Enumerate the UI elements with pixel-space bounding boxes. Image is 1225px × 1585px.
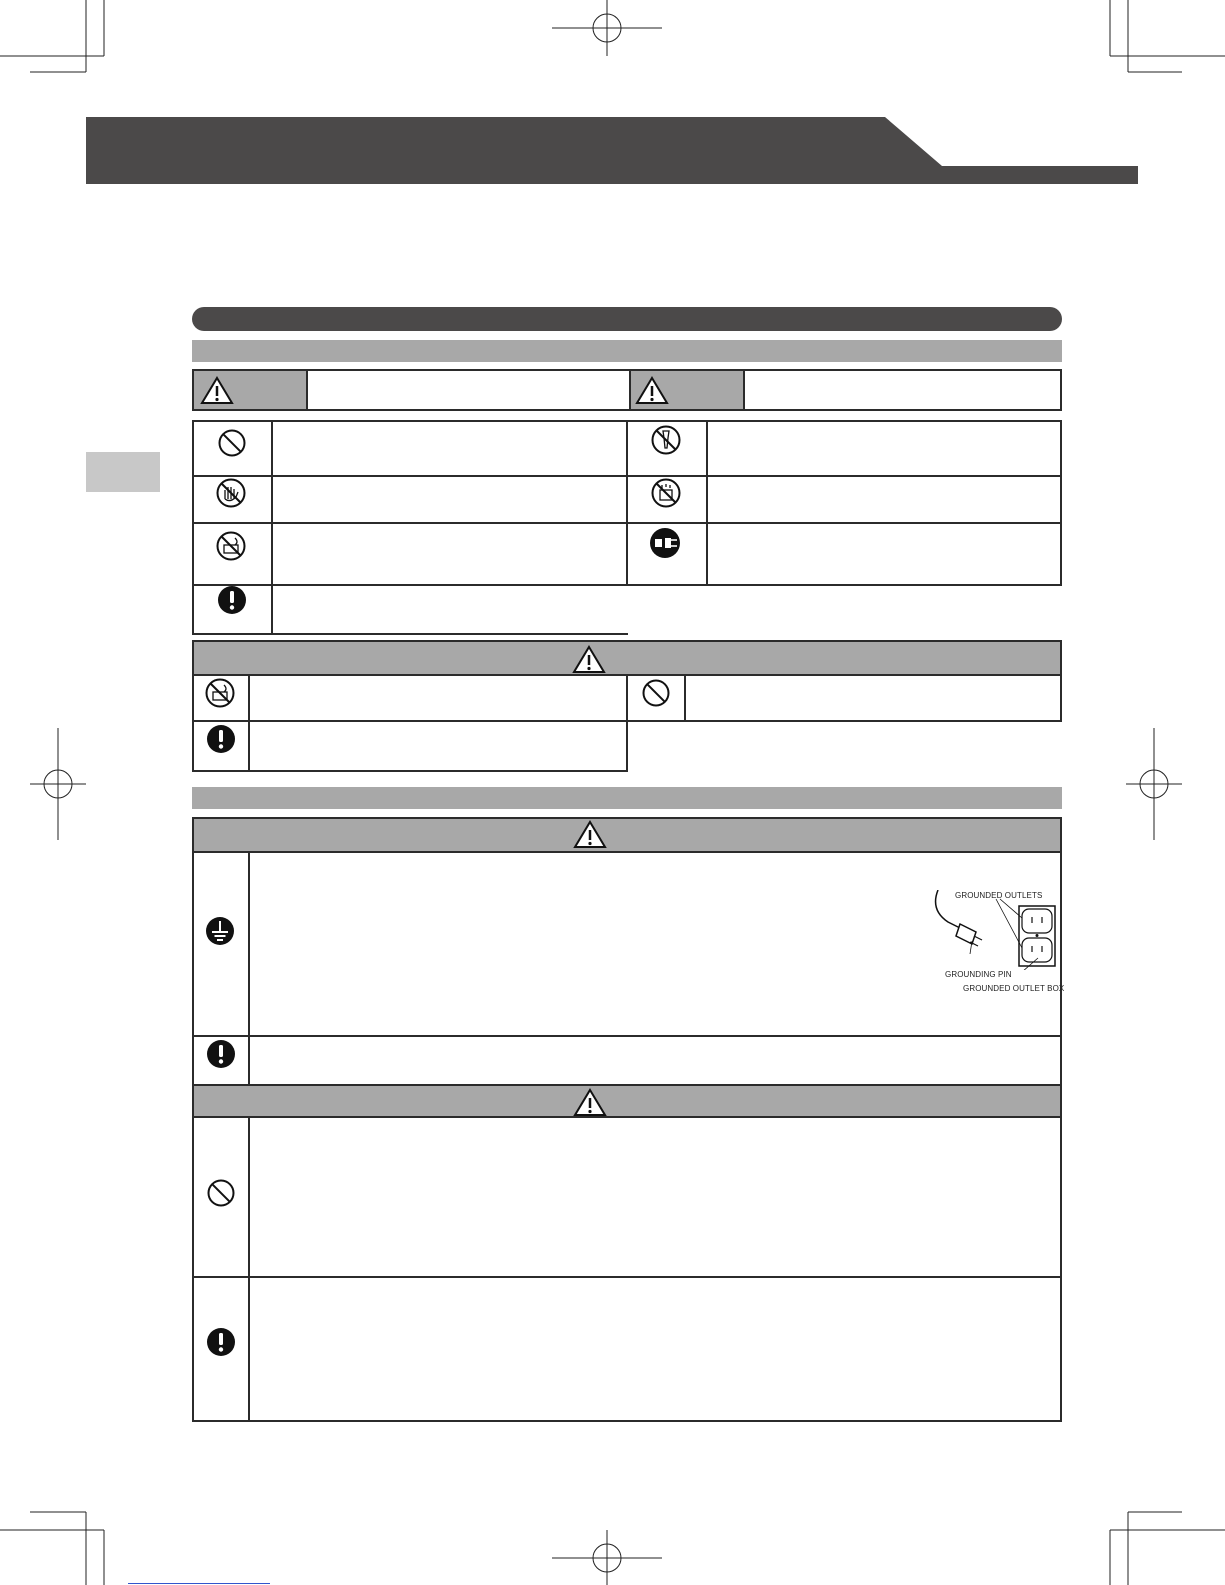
footer-link-underline (128, 1583, 270, 1584)
section-title-pill (192, 307, 1062, 331)
prohibition-icon (217, 428, 247, 458)
unplug-icon (648, 526, 682, 560)
warning-triangle-icon (572, 644, 606, 674)
caution-table-1 (192, 674, 1062, 774)
do-not-touch-wet-hands-icon (215, 477, 247, 509)
symbols-table (192, 420, 1062, 588)
figure-label-grounded-outlet-box: GROUNDED OUTLET BOX (963, 984, 1065, 993)
prohibition-icon (206, 1178, 236, 1208)
ground-icon (204, 915, 236, 947)
prohibition-icon (641, 678, 671, 708)
figure-label-grounded-outlets: GROUNDED OUTLETS (955, 891, 1043, 900)
subsection-bar-electrical (192, 787, 1062, 809)
mandatory-action-icon (205, 723, 237, 755)
warning-triangle-icon (573, 1087, 607, 1117)
mandatory-action-icon (205, 1326, 237, 1358)
legend-table (192, 369, 1062, 411)
do-not-expose-to-water-icon (204, 677, 236, 709)
warning-triangle-icon (635, 375, 669, 405)
warning-triangle-icon (200, 375, 234, 405)
mandatory-action-icon (216, 584, 248, 616)
do-not-expose-to-water-icon (215, 530, 247, 562)
do-not-get-wet-icon (650, 477, 682, 509)
mandatory-action-icon (205, 1038, 237, 1070)
caution-header-bar-1 (192, 640, 1062, 676)
warning-triangle-icon (573, 819, 607, 849)
header-band (0, 0, 1225, 200)
subsection-bar-symbols (192, 340, 1062, 362)
do-not-disassemble-icon (650, 424, 682, 456)
grounded-outlet-figure (930, 890, 1060, 970)
figure-label-grounding-pin: GROUNDING PIN (945, 970, 1012, 979)
caution-table-2 (192, 1086, 1062, 1422)
side-tab (86, 452, 160, 492)
